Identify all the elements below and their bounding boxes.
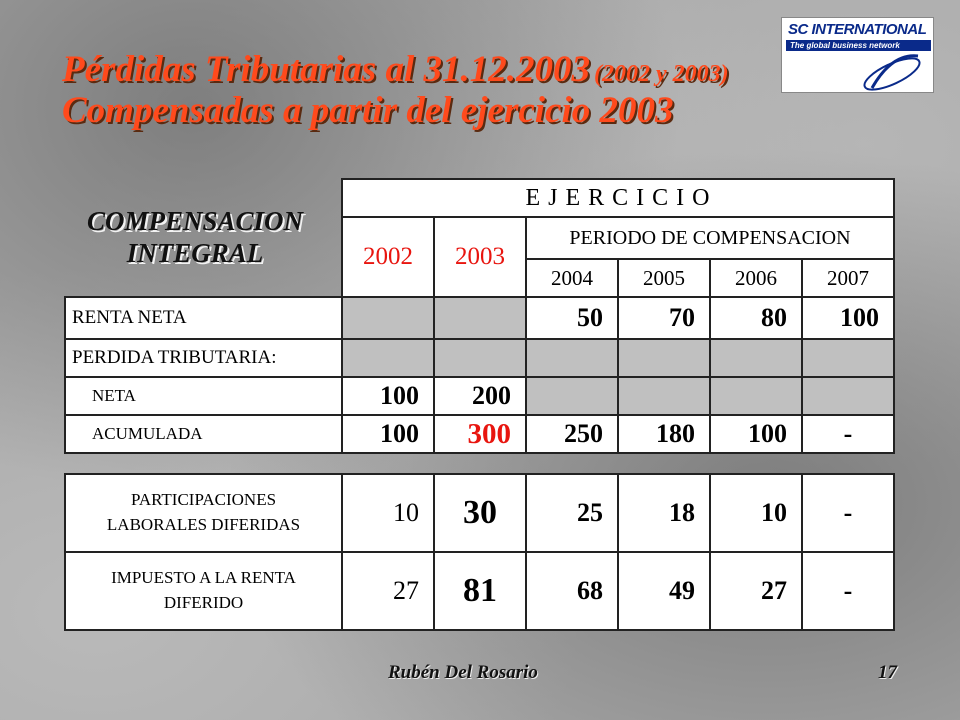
table-cell [526,339,618,377]
row-label: RENTA NETA [65,297,342,339]
table-cell [802,339,894,377]
table-row [65,339,894,377]
title-line2: Compensadas a partir del ejercicio 2003 [62,89,674,131]
table-row [65,377,894,415]
table-cell: 100 [342,415,434,453]
table-cell [342,297,434,339]
table-cell: 10 [710,474,802,552]
table-cell-highlight: 81 [434,552,526,630]
table-cell: 100 [802,297,894,339]
row-label: PERDIDA TRIBUTARIA: [65,339,342,377]
footer-page-number: 17 [878,662,897,683]
periodo-compensacion-header: PERIODO DE COMPENSACION [526,217,894,259]
table-cell: 80 [710,297,802,339]
row-label-line2: DIFERIDO [163,593,244,612]
row-label-line2: LABORALES DIFERIDAS [106,515,301,534]
table-cell-highlight: 30 [434,474,526,552]
table-cell: 100 [342,377,434,415]
table-cell [618,377,710,415]
row-label-line1: PARTICIPACIONES [130,490,277,510]
year-2002-header: 2002 [342,217,434,297]
table-cell-highlight: 300 [434,415,526,453]
year-2004-header: 2004 [526,259,618,297]
table-cell: 18 [618,474,710,552]
table-cell: 27 [342,552,434,630]
table-cell [710,377,802,415]
row-label-line1: IMPUESTO A LA RENTA [111,568,296,588]
row-label: ACUMULADA [65,415,342,453]
renta-perdida-table [64,296,895,454]
table-cell: 250 [526,415,618,453]
table-cell: 10 [342,474,434,552]
table-row [65,474,894,552]
subtitle-line2: INTEGRAL [126,238,264,269]
compensacion-integral-heading [60,205,330,270]
table-row [65,297,894,339]
table-cell: 49 [618,552,710,630]
table-cell: 50 [526,297,618,339]
footer-author: Rubén Del Rosario [388,662,538,683]
slide-title [62,50,882,131]
title-line1-suffix: (2002 y 2003) [593,61,729,87]
table-row [65,415,894,453]
table-cell: - [802,415,894,453]
year-2006-header: 2006 [710,259,802,297]
table-cell: - [802,474,894,552]
year-2007-header: 2007 [802,259,894,297]
header-table [341,178,895,298]
table-cell: 27 [710,552,802,630]
table-cell [802,377,894,415]
diferidos-table [64,473,895,631]
row-label: NETA [65,377,342,415]
table-cell [434,339,526,377]
table-cell: 200 [434,377,526,415]
table-cell [618,339,710,377]
logo-tagline: The global business network [786,40,931,51]
table-cell: 70 [618,297,710,339]
ejercicio-header: E J E R C I C I O [342,179,894,217]
table-cell [434,297,526,339]
table-cell: 68 [526,552,618,630]
row-label [65,474,342,552]
table-row [65,552,894,630]
table-cell: 180 [618,415,710,453]
year-2003-header: 2003 [434,217,526,297]
title-line1: Pérdidas Tributarias al 31.12.2003 [62,49,590,90]
table-cell: - [802,552,894,630]
logo-brand: SC INTERNATIONAL [788,21,927,38]
table-cell [710,339,802,377]
table-cell: 100 [710,415,802,453]
subtitle-line1: COMPENSACION [86,206,304,236]
year-2005-header: 2005 [618,259,710,297]
table-cell: 25 [526,474,618,552]
table-cell [342,339,434,377]
globe-swoosh-icon [852,48,932,94]
sc-international-logo [781,17,934,93]
row-label [65,552,342,630]
table-cell [526,377,618,415]
